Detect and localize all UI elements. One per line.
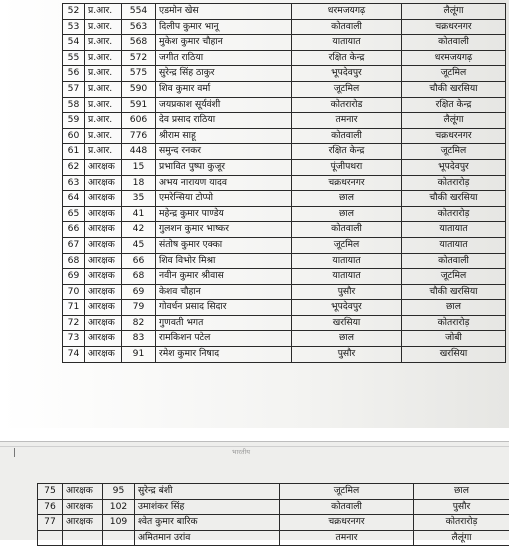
name-cell: श्वेत कुमार बारिक <box>135 515 280 531</box>
table-row <box>38 499 509 515</box>
new-posting-cell: यातायात <box>402 237 506 253</box>
badge-number-cell: 95 <box>103 484 135 500</box>
name-cell: केशव चौहान <box>156 284 292 300</box>
name-cell: गुलशन कुमार भाष्कर <box>156 222 292 238</box>
serial-cell: 62 <box>63 159 85 175</box>
badge-number-cell: 68 <box>122 269 156 285</box>
badge-number-cell: 35 <box>122 191 156 207</box>
table-row <box>63 331 506 347</box>
name-cell: एमरेन्सिया टोप्पो <box>156 191 292 207</box>
badge-number-cell: 91 <box>122 347 156 363</box>
rank-cell: आरक्षक <box>63 484 103 500</box>
rank-cell: आरक्षक <box>85 315 122 331</box>
table-row <box>63 300 506 316</box>
badge-number-cell: 776 <box>122 128 156 144</box>
table-row <box>63 113 506 129</box>
serial-cell: 69 <box>63 269 85 285</box>
name-cell: प्रभावित पुष्पा कुजूर <box>156 159 292 175</box>
rank-cell: आरक्षक <box>85 175 122 191</box>
table-row <box>63 175 506 191</box>
serial-cell: 67 <box>63 237 85 253</box>
table-row <box>63 159 506 175</box>
badge-number-cell: 41 <box>122 206 156 222</box>
current-posting-cell: पुसौर <box>292 284 402 300</box>
rank-cell: प्र.आर. <box>85 50 122 66</box>
serial-cell: 63 <box>63 175 85 191</box>
new-posting-cell: खरसिया <box>402 347 506 363</box>
current-posting-cell: कोतवाली <box>292 128 402 144</box>
serial-cell: 66 <box>63 222 85 238</box>
new-posting-cell: कोतवाली <box>402 253 506 269</box>
new-posting-cell: लैलूंगा <box>402 113 506 129</box>
new-posting-cell: चौकी खरसिया <box>402 81 506 97</box>
new-posting-cell: भूपदेवपुर <box>402 159 506 175</box>
badge-number-cell: 83 <box>122 331 156 347</box>
page-gap <box>0 428 509 441</box>
serial-cell <box>38 530 63 546</box>
new-posting-cell: कोतरारोड़ <box>402 175 506 191</box>
badge-number-cell: 82 <box>122 315 156 331</box>
new-posting-cell: चौकी खरसिया <box>402 284 506 300</box>
badge-number-cell: 79 <box>122 300 156 316</box>
current-posting-cell: तमनार <box>280 530 414 546</box>
badge-number-cell: 102 <box>103 499 135 515</box>
current-posting-cell: जूटमिल <box>280 484 414 500</box>
new-posting-cell: कोतरारोड़ <box>402 315 506 331</box>
new-posting-cell: जूटमिल <box>402 144 506 160</box>
new-posting-cell: छाल <box>402 300 506 316</box>
badge-number-cell: 568 <box>122 35 156 51</box>
new-posting-cell: कोतरारोड़ <box>414 515 509 531</box>
badge-number-cell: 575 <box>122 66 156 82</box>
serial-cell: 53 <box>63 19 85 35</box>
serial-cell: 76 <box>38 499 63 515</box>
new-posting-cell: धरमजयगढ़ <box>402 50 506 66</box>
name-cell: जयप्रकाश सूर्यवंशी <box>156 97 292 113</box>
badge-number-cell: 15 <box>122 159 156 175</box>
rank-cell: आरक्षक <box>85 222 122 238</box>
badge-number-cell: 109 <box>103 515 135 531</box>
badge-number-cell <box>103 530 135 546</box>
name-cell: श्रीराम साहू <box>156 128 292 144</box>
rank-cell: आरक्षक <box>63 499 103 515</box>
badge-number-cell: 45 <box>122 237 156 253</box>
rank-cell: आरक्षक <box>85 284 122 300</box>
serial-cell: 74 <box>63 347 85 363</box>
new-posting-cell: पुसौर <box>414 499 509 515</box>
name-cell: एडमोन खेस <box>156 4 292 20</box>
current-posting-cell: कोतवाली <box>292 19 402 35</box>
current-posting-cell: धरमजयगढ़ <box>292 4 402 20</box>
table-row <box>63 191 506 207</box>
new-posting-cell: चक्रधरनगर <box>402 128 506 144</box>
serial-cell: 59 <box>63 113 85 129</box>
new-posting-cell: जोबी <box>402 331 506 347</box>
rank-cell: प्र.आर. <box>85 81 122 97</box>
rank-cell: प्र.आर. <box>85 19 122 35</box>
new-posting-cell: कोतरारोड़ <box>402 206 506 222</box>
table-row <box>63 315 506 331</box>
serial-cell: 71 <box>63 300 85 316</box>
table-row <box>63 237 506 253</box>
badge-number-cell: 606 <box>122 113 156 129</box>
rank-cell: प्र.आर. <box>85 35 122 51</box>
current-posting-cell: कोतवाली <box>292 222 402 238</box>
page-stamp: भारतीय <box>232 447 250 456</box>
serial-cell: 56 <box>63 66 85 82</box>
table-row <box>63 19 506 35</box>
margin-mark <box>14 448 15 457</box>
table-row <box>38 515 509 531</box>
new-posting-cell: यातायात <box>402 222 506 238</box>
badge-number-cell: 591 <box>122 97 156 113</box>
badge-number-cell: 572 <box>122 50 156 66</box>
table-row <box>63 66 506 82</box>
name-cell: समुन्द रनकर <box>156 144 292 160</box>
badge-number-cell: 18 <box>122 175 156 191</box>
current-posting-cell: यातायात <box>292 253 402 269</box>
new-posting-cell: जूटमिल <box>402 66 506 82</box>
badge-number-cell: 448 <box>122 144 156 160</box>
serial-cell: 61 <box>63 144 85 160</box>
current-posting-cell: छाल <box>292 191 402 207</box>
name-cell: दिलीप कुमार भानू <box>156 19 292 35</box>
new-posting-cell: छाल <box>414 484 509 500</box>
transfer-table-2 <box>37 483 509 546</box>
serial-cell: 57 <box>63 81 85 97</box>
rank-cell: आरक्षक <box>85 191 122 207</box>
table-row <box>63 128 506 144</box>
current-posting-cell: भूपदेवपुर <box>292 300 402 316</box>
transfer-table-1 <box>62 3 506 363</box>
current-posting-cell: जूटमिल <box>292 237 402 253</box>
name-cell: महेन्द्र कुमार पाण्डेय <box>156 206 292 222</box>
name-cell: सुरेन्द्र सिंह ठाकुर <box>156 66 292 82</box>
rank-cell: प्र.आर. <box>85 113 122 129</box>
name-cell: नवीन कुमार श्रीवास <box>156 269 292 285</box>
badge-number-cell: 66 <box>122 253 156 269</box>
name-cell: अभय नारायण यादव <box>156 175 292 191</box>
badge-number-cell: 563 <box>122 19 156 35</box>
table-row <box>63 269 506 285</box>
serial-cell: 73 <box>63 331 85 347</box>
name-cell: संतोष कुमार एक्का <box>156 237 292 253</box>
current-posting-cell: छाल <box>292 331 402 347</box>
rank-cell: आरक्षक <box>85 331 122 347</box>
new-posting-cell: चौकी खरसिया <box>402 191 506 207</box>
current-posting-cell: खरसिया <box>292 315 402 331</box>
current-posting-cell: चक्रधरनगर <box>292 175 402 191</box>
table-row <box>63 4 506 20</box>
serial-cell: 75 <box>38 484 63 500</box>
badge-number-cell: 69 <box>122 284 156 300</box>
new-posting-cell: चक्रधरनगर <box>402 19 506 35</box>
rank-cell <box>63 530 103 546</box>
table-row <box>38 530 509 546</box>
name-cell: उमाशंकर सिंह <box>135 499 280 515</box>
name-cell: शिव कुमार वर्मा <box>156 81 292 97</box>
new-posting-cell: जूटमिल <box>402 269 506 285</box>
current-posting-cell: रक्षित केन्द्र <box>292 144 402 160</box>
current-posting-cell: यातायात <box>292 35 402 51</box>
current-posting-cell: भूपदेवपुर <box>292 66 402 82</box>
rank-cell: प्र.आर. <box>85 4 122 20</box>
current-posting-cell: रक्षित केन्द्र <box>292 50 402 66</box>
serial-cell: 54 <box>63 35 85 51</box>
current-posting-cell: चक्रधरनगर <box>280 515 414 531</box>
new-posting-cell: रक्षित केन्द्र <box>402 97 506 113</box>
table-row <box>63 50 506 66</box>
current-posting-cell: पूंजीपथरा <box>292 159 402 175</box>
new-posting-cell: लैलूंगा <box>402 4 506 20</box>
badge-number-cell: 554 <box>122 4 156 20</box>
current-posting-cell: यातायात <box>292 269 402 285</box>
name-cell: गोवर्धन प्रसाद सिदार <box>156 300 292 316</box>
name-cell: रमेश कुमार निषाद <box>156 347 292 363</box>
rank-cell: आरक्षक <box>85 237 122 253</box>
current-posting-cell: कोतरारोड <box>292 97 402 113</box>
serial-cell: 64 <box>63 191 85 207</box>
rank-cell: आरक्षक <box>85 347 122 363</box>
table-row <box>63 144 506 160</box>
name-cell: शिव विभोर मिश्रा <box>156 253 292 269</box>
new-posting-cell: लैलूंगा <box>414 530 509 546</box>
table-row <box>63 81 506 97</box>
current-posting-cell: तमनार <box>292 113 402 129</box>
table-row <box>63 253 506 269</box>
serial-cell: 55 <box>63 50 85 66</box>
badge-number-cell: 590 <box>122 81 156 97</box>
serial-cell: 60 <box>63 128 85 144</box>
name-cell: देव प्रसाद राठिया <box>156 113 292 129</box>
table-row <box>63 222 506 238</box>
serial-cell: 77 <box>38 515 63 531</box>
rank-cell: प्र.आर. <box>85 66 122 82</box>
rank-cell: आरक्षक <box>85 159 122 175</box>
serial-cell: 70 <box>63 284 85 300</box>
current-posting-cell: छाल <box>292 206 402 222</box>
name-cell: अमितमान उरांव <box>135 530 280 546</box>
badge-number-cell: 42 <box>122 222 156 238</box>
rank-cell: प्र.आर. <box>85 97 122 113</box>
current-posting-cell: कोतवाली <box>280 499 414 515</box>
current-posting-cell: जूटमिल <box>292 81 402 97</box>
serial-cell: 72 <box>63 315 85 331</box>
name-cell: गुणवती भगत <box>156 315 292 331</box>
table-row <box>63 347 506 363</box>
current-posting-cell: पुसौर <box>292 347 402 363</box>
serial-cell: 68 <box>63 253 85 269</box>
rank-cell: आरक्षक <box>85 269 122 285</box>
rank-cell: आरक्षक <box>85 300 122 316</box>
serial-cell: 58 <box>63 97 85 113</box>
table-row <box>63 206 506 222</box>
name-cell: सुरेन्द्र बंशी <box>135 484 280 500</box>
transfer-table-1-body <box>63 4 506 363</box>
table-row <box>38 484 509 500</box>
table-row <box>63 284 506 300</box>
name-cell: रामकिशन पटेल <box>156 331 292 347</box>
name-cell: मुकेश कुमार चौहान <box>156 35 292 51</box>
table-row <box>63 35 506 51</box>
rank-cell: आरक्षक <box>85 253 122 269</box>
transfer-table-2-body <box>38 484 509 546</box>
rank-cell: प्र.आर. <box>85 144 122 160</box>
page-edge-line <box>0 446 509 447</box>
rank-cell: आरक्षक <box>63 515 103 531</box>
table-row <box>63 97 506 113</box>
name-cell: जगीत राठिया <box>156 50 292 66</box>
rank-cell: प्र.आर. <box>85 128 122 144</box>
serial-cell: 65 <box>63 206 85 222</box>
new-posting-cell: कोतवाली <box>402 35 506 51</box>
rank-cell: आरक्षक <box>85 206 122 222</box>
serial-cell: 52 <box>63 4 85 20</box>
